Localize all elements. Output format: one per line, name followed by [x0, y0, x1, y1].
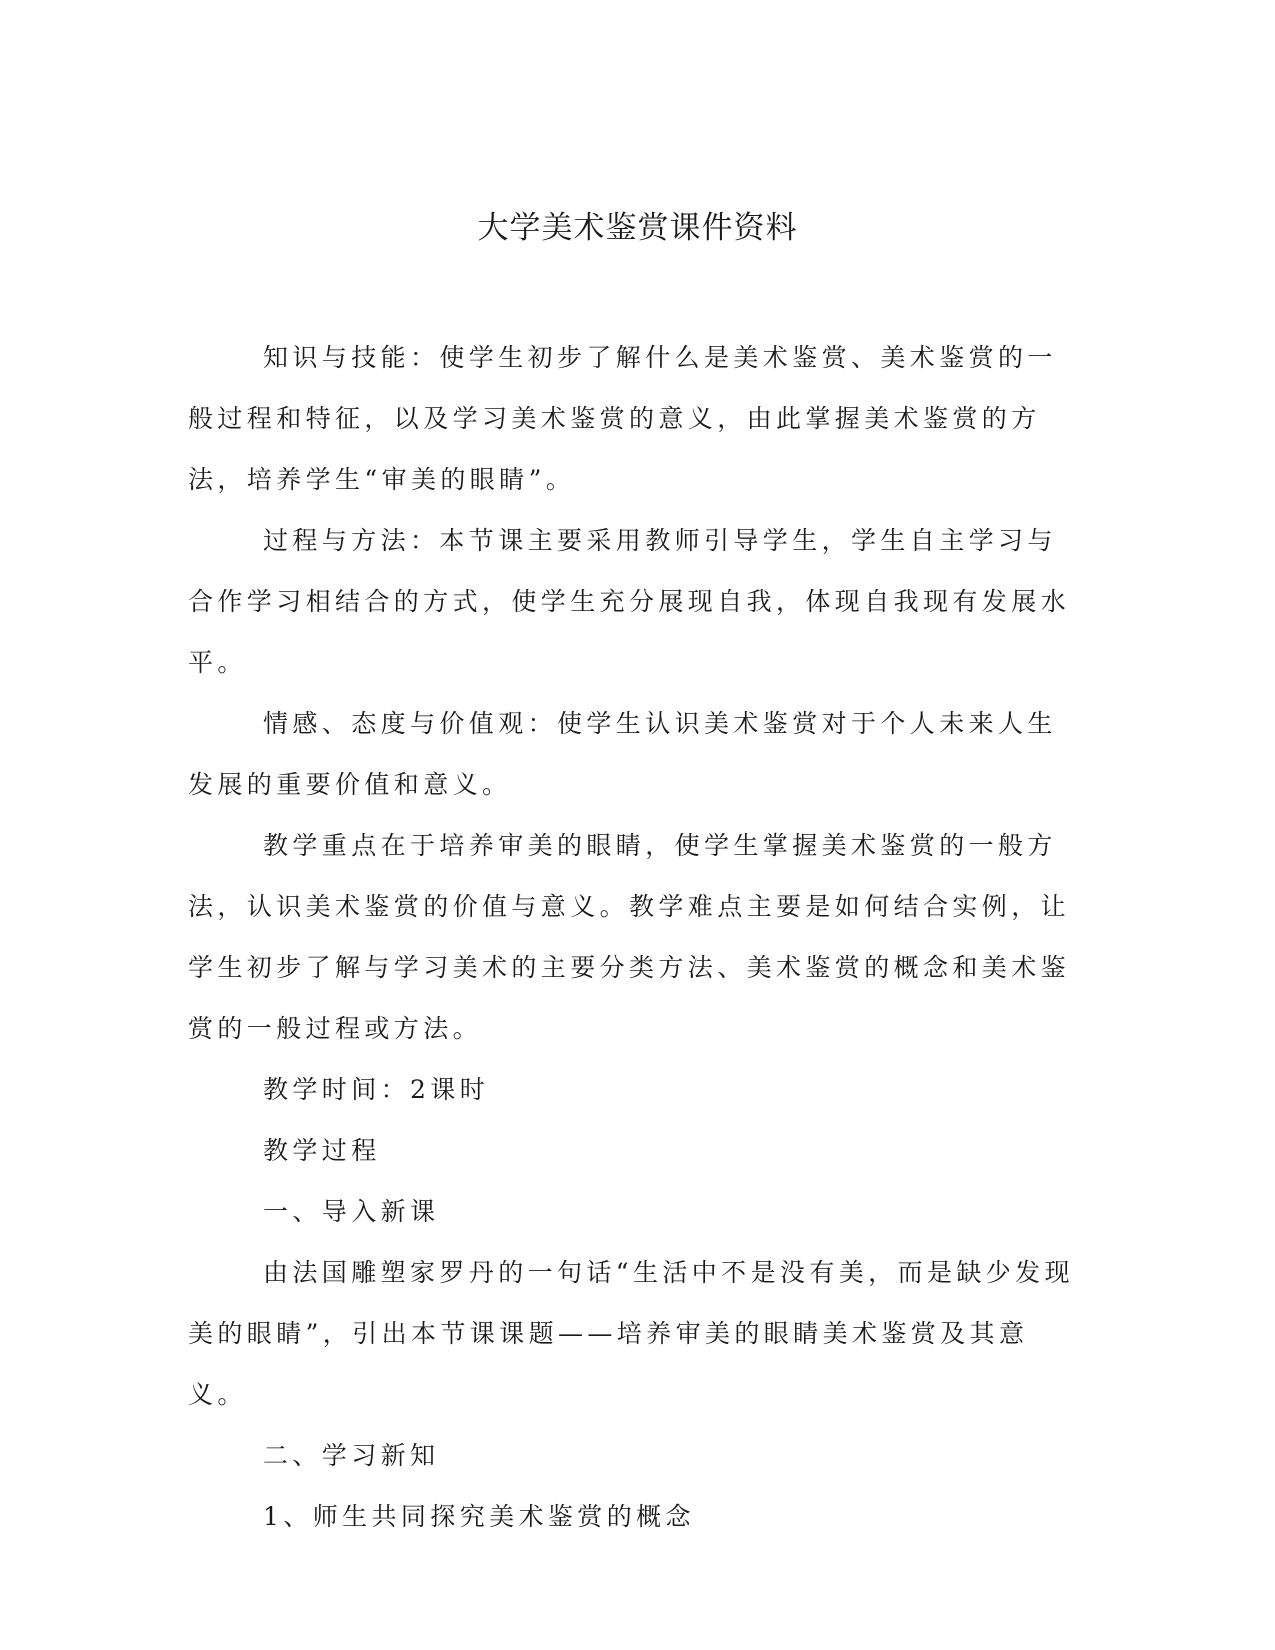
heading-new-knowledge: 二、学习新知	[263, 1441, 440, 1470]
paragraph-knowledge-skills: 知识与技能：使学生初步了解什么是美术鉴赏、美术鉴赏的一般过程和特征，以及学习美术鉴赏的意义，由此掌握美术鉴赏的方法，培养学生“审美的眼睛”。	[188, 343, 1057, 494]
paragraph-key-points: 教学重点在于培养审美的眼睛，使学生掌握美术鉴赏的一般方法，认识美术鉴赏的价值与意义。教学难点主要是如何结合实例，让学生初步了解与学习美术的主要分类方法、美术鉴赏的概念和美术鉴赏的一般过程或方法。	[188, 831, 1071, 1043]
paragraph-process-methods: 过程与方法：本节课主要采用教师引导学生，学生自主学习与合作学习相结合的方式，使学生充分展现自我，体现自我现有发展水平。	[188, 526, 1071, 677]
paragraph-emotion-values: 情感、态度与价值观：使学生认识美术鉴赏对于个人未来人生发展的重要价值和意义。	[188, 709, 1057, 799]
document-title: 大学美术鉴赏课件资料	[477, 210, 798, 246]
heading-introduction: 一、导入新课	[263, 1197, 440, 1226]
paragraph-rodin-quote: 由法国雕塑家罗丹的一句话“生活中不是没有美，而是缺少发现美的眼睛”，引出本节课课题——培养审美的眼睛美术鉴赏及其意义。	[188, 1258, 1074, 1409]
paragraph-teaching-process: 教学过程	[263, 1136, 381, 1165]
paragraph-teaching-time: 教学时间：2课时	[263, 1075, 490, 1104]
heading-concept-exploration: 1、师生共同探究美术鉴赏的概念	[263, 1502, 695, 1531]
document-body	[188, 327, 1078, 1547]
